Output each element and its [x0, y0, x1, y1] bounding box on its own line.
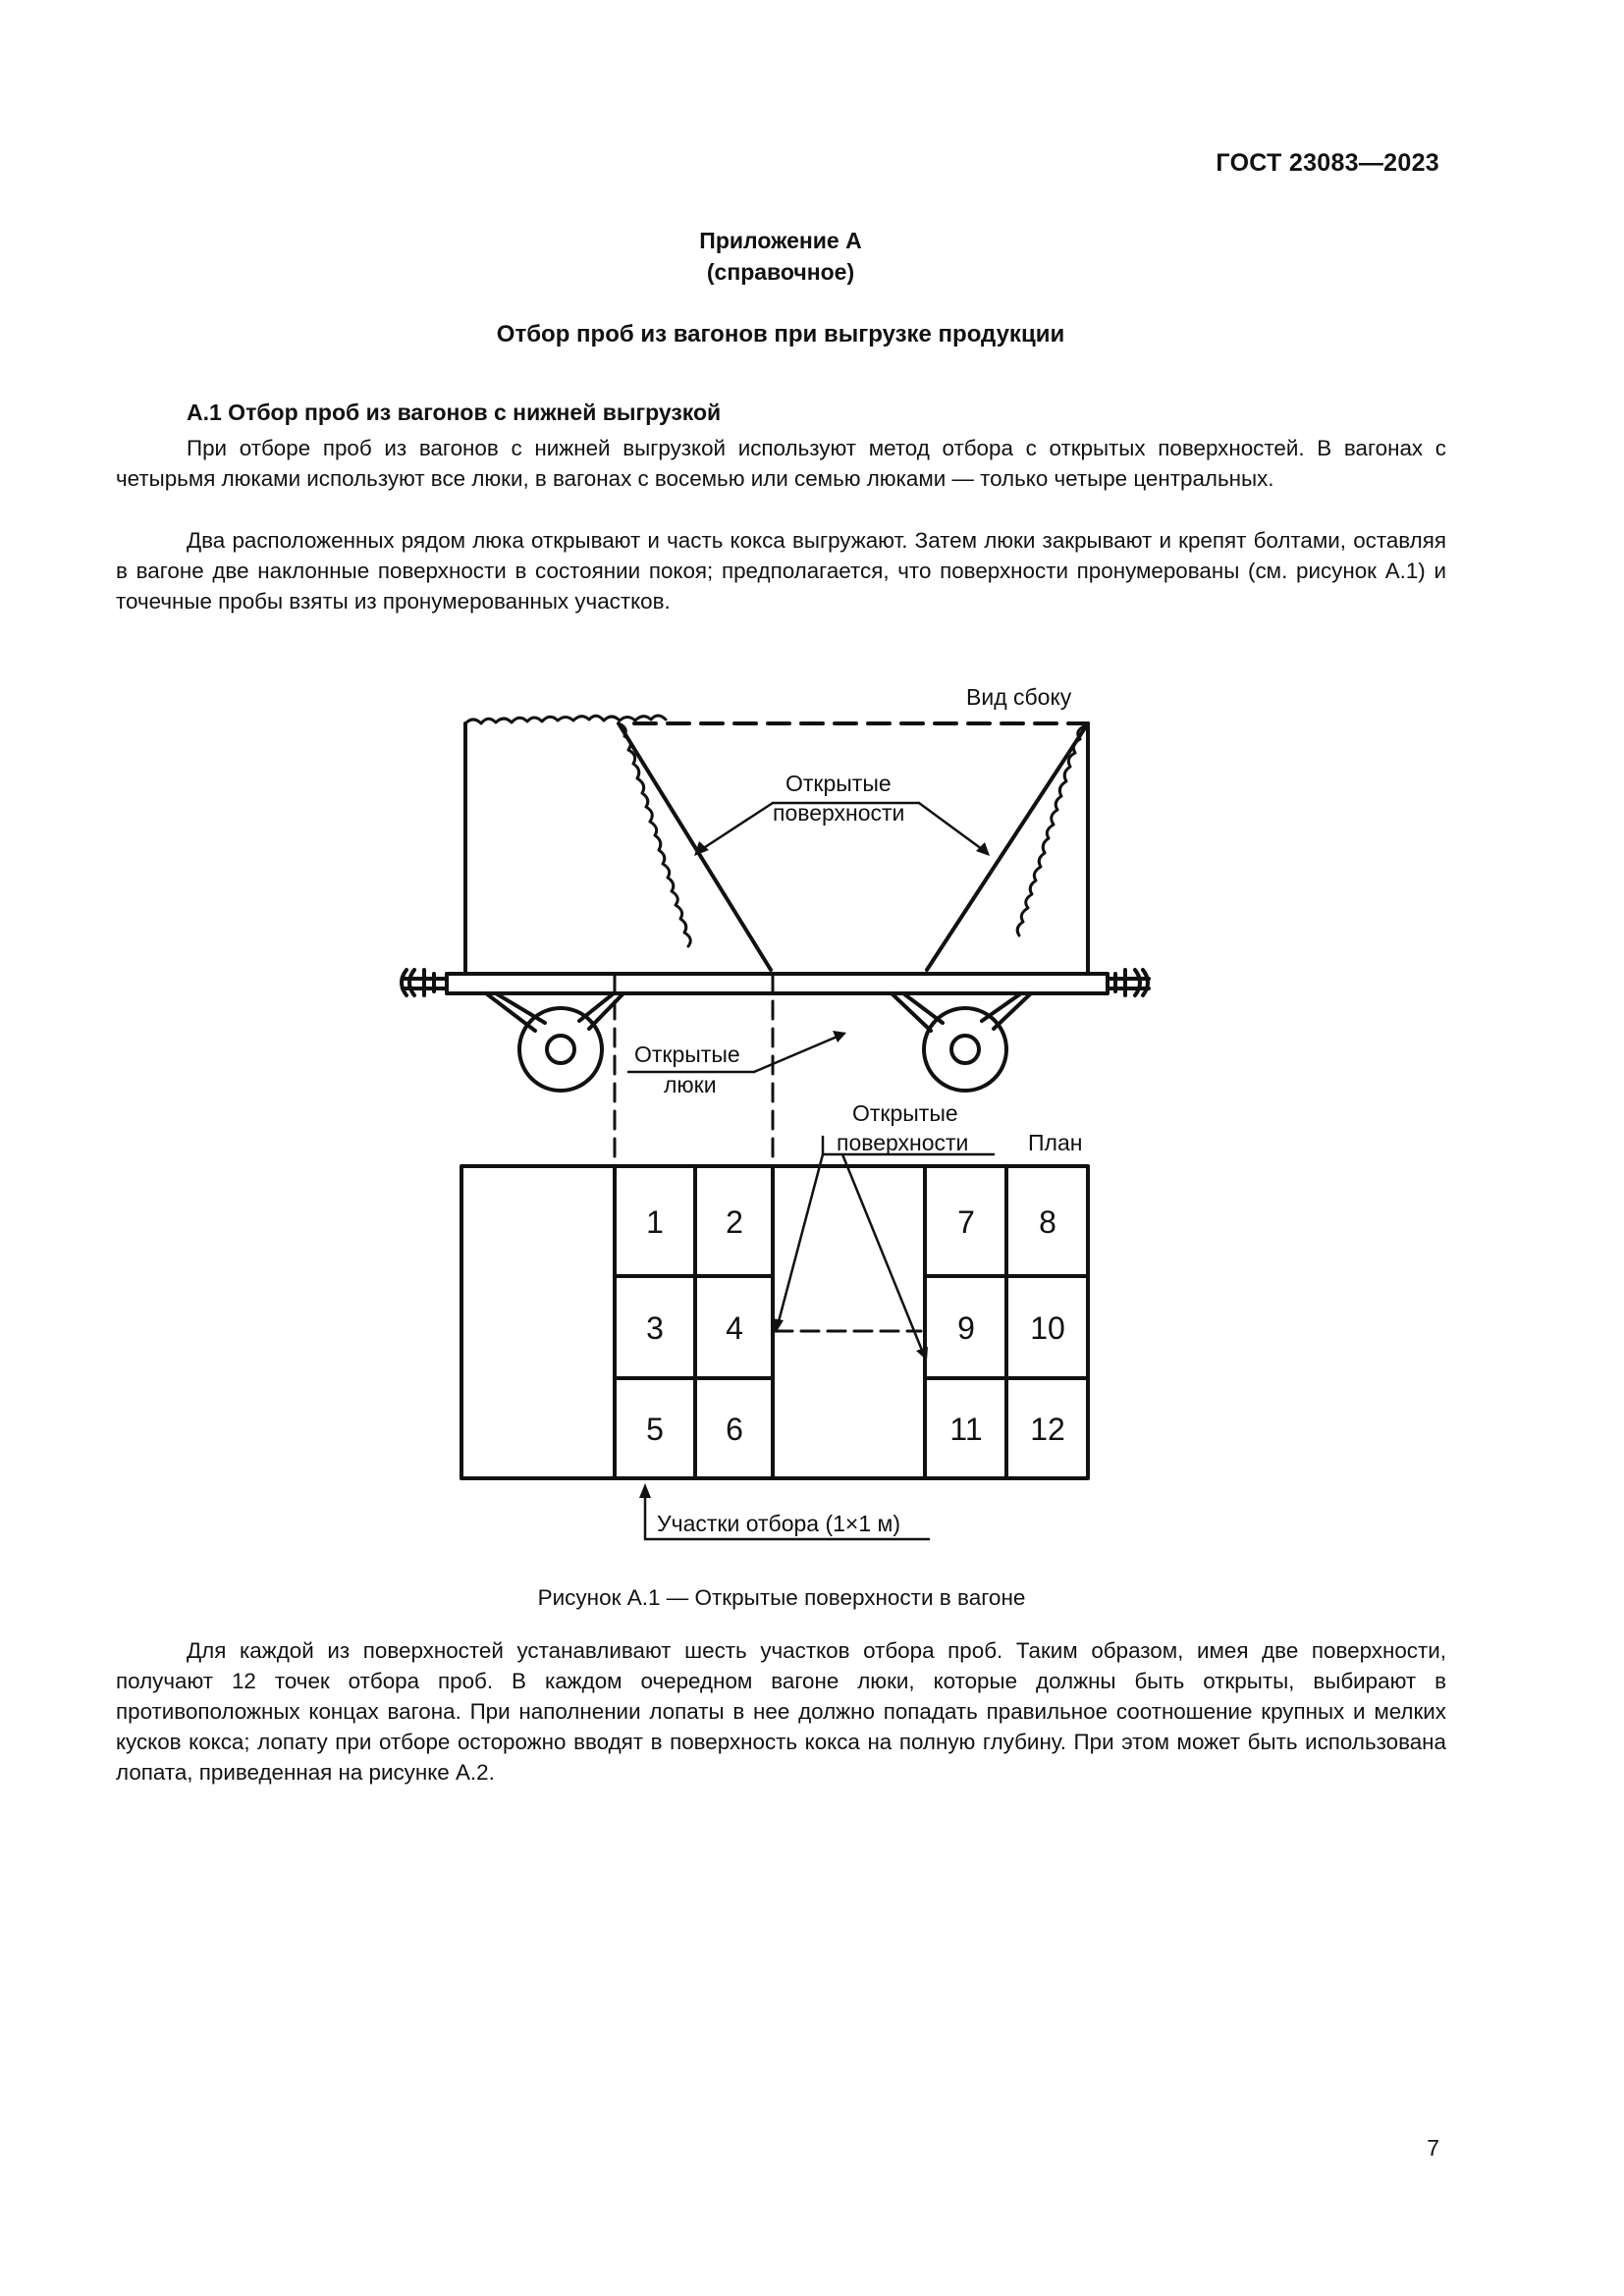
right-sloped-surface-coke — [1017, 726, 1084, 935]
sampling-areas-label: Участки отбора (1×1 м) — [657, 1511, 901, 1536]
right-sloped-surface — [927, 723, 1088, 970]
hatches-label-line1: Открытые — [634, 1041, 740, 1067]
paragraph-sampling-method: При отборе проб из вагонов с нижней выгрузкой используют метод отбора с открытых поверхностей. В вагонах с четырьмя люками используют все люки, в вагонах с восемью или семью люками — только четыре центральных. — [116, 436, 1446, 491]
cell-4: 4 — [726, 1310, 743, 1346]
cell-11: 11 — [949, 1412, 983, 1447]
side-surfaces-leader-right — [919, 803, 982, 849]
paragraph-sampling-areas: Для каждой из поверхностей устанавливают шесть участков отбора проб. Таким образом, имея две поверхности, получают 12 точек отбора проб. В каждом очередном вагоне люки, которые должны быть открыты, выбирают в противоположных концах вагона. При наполнении лопаты в нее должно попадать правильное соотношение крупных и мелких кусков кокса; лопату при отборе осторожно вводят в поверхность кокса на полную глубину. При этом может быть использована лопата, приведенная на рисунке А.2. — [116, 1638, 1446, 1785]
cell-5: 5 — [646, 1412, 664, 1447]
right-bogie-arm-1 — [903, 993, 943, 1023]
arrowhead-side-left — [694, 841, 709, 856]
paragraph-hatch-opening: Два расположенных рядом люка открывают и часть кокса выгружают. Затем люки закрывают и крепят болтами, оставляя в вагоне две наклонные поверхности в состоянии покоя; предполагается, что поверхности пронумерованы (см. рисунок А.1) и точечные пробы взяты из пронумерованных участков. — [116, 528, 1446, 614]
arrowhead-hatches — [833, 1031, 846, 1042]
right-bogie-arm-2 — [982, 993, 1021, 1021]
plan-right-grid — [925, 1166, 1088, 1478]
plan-label: План — [1028, 1130, 1083, 1155]
appendix-type: (справочное) — [706, 259, 855, 285]
cell-12: 12 — [1030, 1412, 1065, 1447]
page-number: 7 — [1427, 2135, 1439, 2161]
left-coupler — [402, 970, 434, 995]
cell-7: 7 — [957, 1204, 975, 1240]
cell-6: 6 — [726, 1412, 743, 1447]
arrowhead-plan-left — [772, 1318, 784, 1333]
figure-caption: Рисунок А.1 — Открытые поверхности в вагоне — [537, 1585, 1026, 1610]
coke-heap-top — [465, 716, 666, 723]
side-surfaces-leader-left — [702, 803, 773, 849]
left-wheel — [519, 1008, 602, 1091]
left-bogie-arm-2 — [579, 993, 614, 1021]
cell-3: 3 — [646, 1310, 664, 1346]
left-bogie-arm-3 — [486, 993, 535, 1031]
left-bogie-arm-4 — [589, 993, 623, 1029]
right-bogie-arm-4 — [994, 993, 1031, 1029]
right-wheel-hub — [951, 1036, 979, 1063]
arrowhead-sampling — [639, 1483, 651, 1498]
side-surfaces-label-line2: поверхности — [773, 800, 905, 826]
cell-10: 10 — [1030, 1310, 1065, 1346]
plan-view-outline — [461, 1166, 1088, 1478]
hatches-leader — [754, 1036, 839, 1072]
arrowhead-plan-right — [916, 1347, 928, 1361]
left-sloped-surface-coke — [621, 724, 690, 946]
plan-surfaces-label-line1: Открытые — [852, 1100, 958, 1126]
wagon-body-outline — [465, 723, 1088, 972]
subsection-title: А.1 Отбор проб из вагонов с нижней выгрузкой — [187, 400, 722, 425]
left-bogie-arm-1 — [496, 993, 545, 1023]
side-surfaces-label-line1: Открытые — [785, 771, 892, 796]
cell-8: 8 — [1039, 1204, 1056, 1240]
plan-left-grid — [615, 1166, 773, 1478]
hatches-label-line2: люки — [664, 1072, 717, 1097]
cell-1: 1 — [646, 1204, 664, 1240]
plan-surfaces-label-line2: поверхности — [837, 1130, 969, 1155]
right-coupler — [1115, 970, 1148, 995]
plan-surfaces-leader-right — [842, 1154, 923, 1353]
side-view-label: Вид сбоку — [966, 684, 1072, 710]
right-wheel — [924, 1008, 1006, 1091]
cell-9: 9 — [957, 1310, 975, 1346]
cell-2: 2 — [726, 1204, 743, 1240]
document-standard-number: ГОСТ 23083—2023 — [1216, 149, 1439, 177]
frame-left-end — [403, 979, 447, 988]
wagon-frame — [447, 974, 1108, 993]
frame-right-end — [1108, 979, 1149, 988]
left-wheel-hub — [547, 1036, 574, 1063]
arrowhead-side-right — [976, 842, 990, 856]
section-title: Отбор проб из вагонов при выгрузке продукции — [496, 321, 1065, 347]
sampling-areas-leader — [645, 1492, 929, 1539]
right-bogie-arm-3 — [892, 993, 931, 1031]
left-sloped-surface — [619, 723, 771, 970]
appendix-name: Приложение А — [699, 228, 862, 253]
plan-surfaces-leader-left — [778, 1137, 823, 1325]
